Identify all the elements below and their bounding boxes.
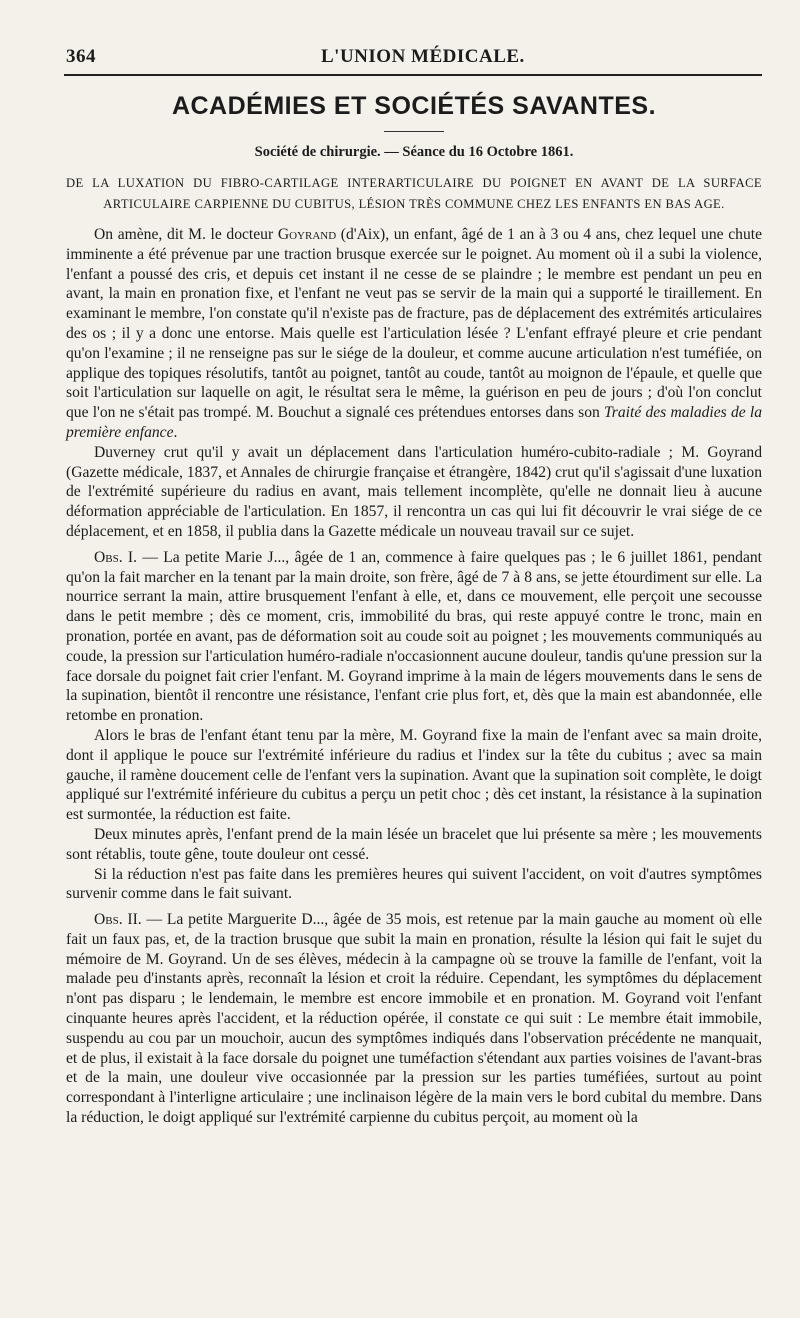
article-title-line-1: DE LA LUXATION DU FIBRO-CARTILAGE INTERARTICULAIRE DU POIGNET EN AVANT DE LA SURFACE [66,176,762,190]
paragraph-1-text: (d'Aix), un enfant, âgé de 1 an à 3 ou 4 ans, chez lequel une chute imminente a été prévenue par une traction brusque exercée sur le poignet. Au moment où il a subi la violence, l'enfant a poussé des cris, et depuis cet instant il ne cesse de se plaindre ; le membre est pendant un peu en avant, la main en pronation fixe, et l'enfant ne veut pas se servir de la main qui a supporté le tiraillement. En examinant le membre, l'on constate qu'il n'existe pas de fracture, pas de déplacement des extrémités articulaires des os ; il y a donc une entorse. Mais quelle est l'articulation lésée ? L'enfant effrayé pleure et crie pendant qu'on l'examine ; il ne renseigne pas sur le siége de la douleur, et comme aucune articulation n'est tuméfiée, on applique des topiques résolutifs, tantôt au poignet, tantôt au coude, tantôt au moignon de l'épaule, et quelle que soit l'articulation sur laquelle on agit, le résultat sera le même, la guérison en peu de jours ; d'où l'on conclut que l'on ne s'était pas trompé. M. Bouchut a signalé ces prétendues entorses dans son [66,226,762,422]
observation-1-label: Obs. I. [94,548,138,566]
page-number: 364 [66,46,96,67]
article-body [66,225,762,1128]
observation-2-text: — La petite Marguerite D..., âgée de 35 mois, est retenue par la main gauche au moment où elle fait un faux pas, et, de la traction brusque que subit la main en pronation, résulte la lésion qui fait le sujet du mémoire de M. Goyrand. Un de ses élèves, médecin à la campagne où se trouve la famille de l'enfant, voit la malade peu d'instants après, reconnaît la lésion et croit la réduire. Cependant, les symptômes du déplacement n'ont pas disparu ; le lendemain, le membre est encore immobile et en pronation. M. Goyrand voit l'enfant cinquante heures après l'accident, et la réduction opérée, il constate ce qui suit : Le membre était immobile, suspendu au cou par un mouchoir, aucun des symptômes indiqués dans l'observation précédente ne manquait, et de plus, il existait à la face dorsale du poignet une tuméfaction s'étendant aux parties voisines de l'avant-bras et de la main, une douleur vive occasionnée par la pression sur les parties tuméfiées, surtout au point correspondant à l'interligne articulaire ; une inclinaison légère de la main vers le bord cubital du membre. Dans la réduction, le doigt appliqué sur l'extrémité carpienne du cubitus perçoit, au moment où la [66,911,762,1127]
society-line: Société de chirurgie. — Séance du 16 Octobre 1861. [254,144,574,160]
running-head [66,40,762,74]
section-divider [384,131,444,132]
paragraph-1-end: . [173,423,178,441]
observation-2-label: Obs. II. [94,911,142,929]
cited-title: Traité des maladies de la première enfance [66,404,762,441]
article-title-line-2: ARTICULAIRE CARPIENNE DU CUBITUS, LÉSION TRÈS COMMUNE CHEZ LES ENFANTS EN BAS AGE. [103,197,725,211]
paragraph-1 [66,225,762,443]
section-title: ACADÉMIES ET SOCIÉTÉS SAVANTES. [171,92,657,120]
paragraph-4: Alors le bras de l'enfant étant tenu par la mère, M. Goyrand fixe la main de l'enfant avec sa main droite, dont il applique le pouce sur l'extrémité inférieure du radius et l'index sur la tête du cubitus ; avec sa main gauche, il ramène doucement celle de l'enfant vers la supination. Avant que la supination soit complète, le doigt appliqué sur l'extrémité inférieure du cubitus a perçu un petit choc ; dès cet instant, la résistance à la supination est surmontée, la réduction est faite. [66,726,762,824]
paragraph-5: Deux minutes après, l'enfant prend de la main lésée un bracelet que lui présente sa mère ; les mouvements sont rétablis, toute gêne, toute douleur ont cessé. [66,825,762,863]
journal-title: L'UNION MÉDICALE. [321,46,525,67]
observation-1 [66,548,762,726]
author-name: Goyrand [277,226,337,243]
observation-1-text: — La petite Marie J..., âgée de 1 an, commence à faire quelques pas ; le 6 juillet 1861, pendant qu'on la fait marcher en la tenant par la main droite, son frère, âgé de 7 à 8 ans, se jette étourdiment sur elle. La nourrice serrant la main, attire brusquement l'enfant à elle, et, dans ce mouvement, elle perçoit une secousse dans le petit membre ; dès ce moment, cris, immobilité du bras, qui reste appuyé contre le tronc, main en pronation, portée en avant, pas de déformation soit au coude soit au poignet ; les mouvements communiqués au coude, la pression sur l'articulation huméro-radiale n'occasionnent aucune douleur, tandis qu'une pression sur la face dorsale du poignet fait crier l'enfant. M. Goyrand imprime à la main de légers mouvements dans le sens de la supination, bientôt il rencontre une résistance, l'enfant crie plus fort, et, dès que la main est abandonnée, elle retombe en pronation. [66,548,763,725]
article-title [66,173,762,215]
paragraph-1-lead: On amène, dit M. le docteur [94,226,278,243]
paragraph-6: Si la réduction n'est pas faite dans les premières heures qui suivent l'accident, on voit d'autres symptômes survenir comme dans le fait suivant. [66,865,762,903]
observation-2 [66,910,762,1128]
header-rule [64,74,762,76]
paragraph-2: Duverney crut qu'il y avait un déplacement dans l'articulation huméro-cubito-radiale ; M. Goyrand (Gazette médicale, 1837, et Annales de chirurgie française et étrangère, 1842) crut qu'il s'agissait d'une luxation de l'extrémité supérieure du radius en avant, mais tellement incomplète, qu'elle ne donnait lieu à aucune déformation appréciable de l'articulation. En 1857, il rencontra un cas qui lui fit découvrir le vrai siége de ce déplacement, et en 1858, il publia dans la Gazette médicale un nouveau travail sur ce sujet. [66,443,762,540]
